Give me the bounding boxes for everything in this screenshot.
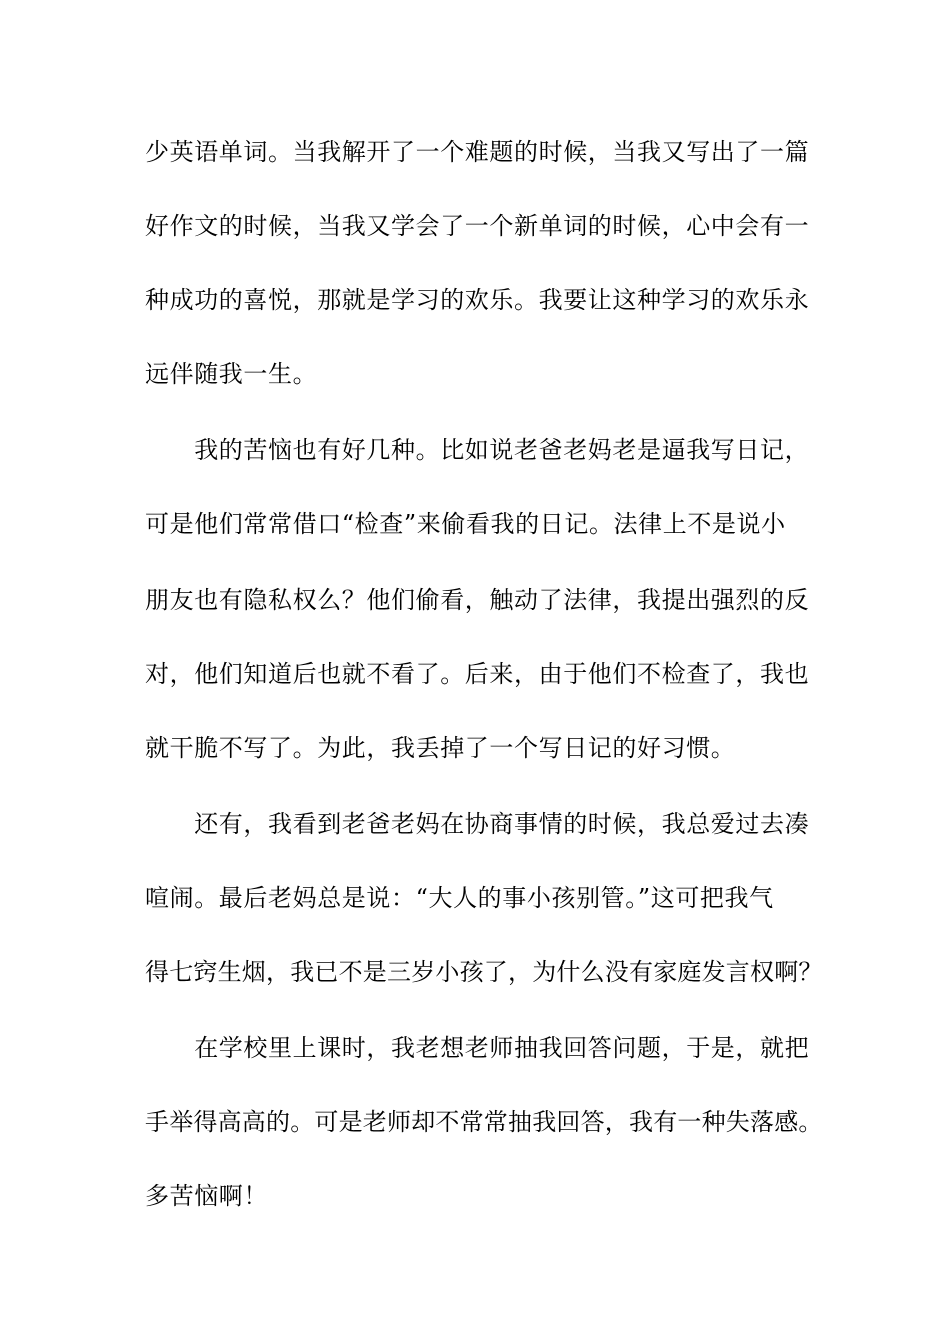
text-line: 多苦恼啊！ (145, 1182, 268, 1210)
text-line: 手举得高高的。可是老师却不常常抽我回答，我有一种失落感。 (145, 1108, 823, 1136)
text-line: 对，他们知道后也就不看了。后来，由于他们不检查了，我也 (145, 660, 810, 688)
text-line: 在学校里上课时，我老想老师抽我回答问题，于是，就把 (145, 1034, 810, 1062)
text-line: 我的苦恼也有好几种。比如说老爸老妈老是逼我写日记， (145, 436, 810, 464)
text-line: 少英语单词。当我解开了一个难题的时候，当我又写出了一篇 (145, 138, 810, 166)
text-line: 就干脆不写了。为此，我丢掉了一个写日记的好习惯。 (145, 734, 736, 762)
text-line: 种成功的喜悦，那就是学习的欢乐。我要让这种学习的欢乐永 (145, 286, 810, 314)
text-line: 朋友也有隐私权么？他们偷看，触动了法律，我提出强烈的反 (145, 586, 810, 614)
text-line: 可是他们常常借口“检查”来偷看我的日记。法律上不是说小 (145, 510, 786, 538)
text-line: 好作文的时候，当我又学会了一个新单词的时候，心中会有一 (145, 212, 810, 240)
text-line: 远伴随我一生。 (145, 360, 318, 388)
text-line: 喧闹。最后老妈总是说：“大人的事小孩别管。”这可把我气 (145, 884, 774, 912)
text-line: 还有，我看到老爸老妈在协商事情的时候，我总爱过去凑 (145, 810, 810, 838)
text-line: 得七窍生烟，我已不是三岁小孩了，为什么没有家庭发言权啊？ (145, 958, 823, 986)
